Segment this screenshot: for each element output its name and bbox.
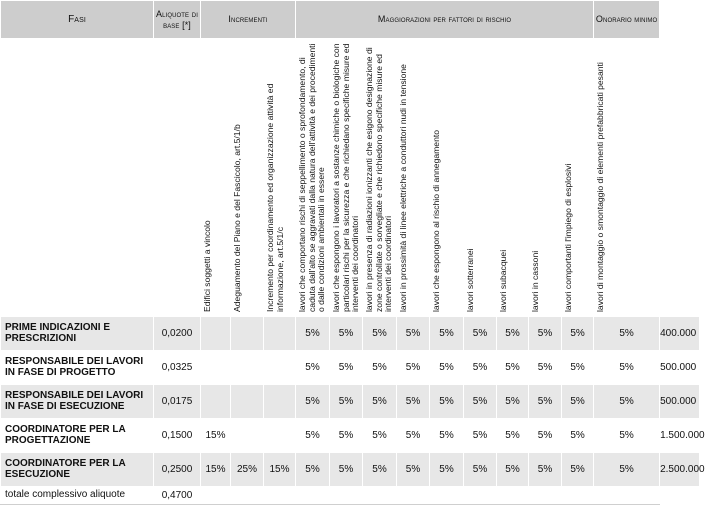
increment-cell: [231, 351, 264, 385]
risk-cell: 5%: [430, 317, 464, 351]
table-row: [1, 453, 700, 487]
onorario-value: 2.500.000: [660, 453, 700, 487]
risk-cell: 5%: [464, 351, 497, 385]
desc-empty-aliquote: [154, 39, 201, 317]
increment-cell: [231, 419, 264, 453]
increment-cell: [231, 385, 264, 419]
aliquota-value: 0,0325: [154, 351, 201, 385]
risk-cell: 5%: [464, 419, 497, 453]
header-row: [1, 1, 700, 39]
risk-cell: 5%: [397, 453, 430, 487]
risk-cell: 5%: [363, 419, 397, 453]
total-label: totale complessivo aliquote: [1, 487, 154, 505]
risk-cell: 5%: [497, 351, 529, 385]
risk-cell: 5%: [594, 385, 660, 419]
risk-cell: 5%: [296, 317, 330, 351]
onorario-value: 1.500.000: [660, 419, 700, 453]
column-header-radiazioni: lavori in presenza di radiazioni ionizzanti che esigono designazione di zone controllate o sorvegliate e che richiedono specifiche misure ed interventi dei coordinatori: [364, 47, 393, 312]
table-row: [1, 317, 700, 351]
total-value: 0,4700: [154, 487, 201, 505]
desc-col-1: [231, 39, 264, 317]
desc-col-0: [201, 39, 231, 317]
risk-cell: 5%: [464, 317, 497, 351]
increment-cell: [201, 385, 231, 419]
desc-col-5: [363, 39, 397, 317]
risk-cell: 5%: [296, 351, 330, 385]
risk-cell: 5%: [397, 317, 430, 351]
aliquota-value: 0,0175: [154, 385, 201, 419]
column-header-prefabbricati: lavori di montaggio o smontaggio di elementi prefabbricati pesanti: [595, 62, 606, 312]
risk-cell: 5%: [330, 317, 363, 351]
risk-cell: 5%: [497, 453, 529, 487]
column-header-cassoni: lavori in cassoni: [530, 250, 540, 312]
risk-cell: 5%: [397, 385, 430, 419]
column-header-coordinamento: Incremento per coordinamento ed organizzazione attività ed informazione, art.5/1/c: [265, 83, 285, 312]
risk-cell: 5%: [363, 453, 397, 487]
row-label: PRIME INDICAZIONI E PRESCRIZIONI: [1, 317, 154, 351]
risk-cell: 5%: [296, 385, 330, 419]
header-onorario: Onorario minimo: [594, 1, 660, 39]
row-label: RESPONSABILE DEI LAVORI IN FASE DI ESECUZIONE: [1, 385, 154, 419]
risk-cell: 5%: [497, 419, 529, 453]
aliquota-value: 0,1500: [154, 419, 201, 453]
increment-cell: 25%: [231, 453, 264, 487]
column-header-linee-elettriche: lavori in prossimità di linee elettriche a conduttori nudi in tensione: [398, 64, 408, 312]
risk-cell: 5%: [529, 385, 562, 419]
description-row: [1, 39, 700, 317]
row-label: RESPONSABILE DEI LAVORI IN FASE DI PROGETTO: [1, 351, 154, 385]
desc-col-7: [430, 39, 464, 317]
increment-cell: 15%: [201, 453, 231, 487]
increment-cell: [264, 317, 296, 351]
row-label: COORDINATORE PER LA ESECUZIONE: [1, 453, 154, 487]
column-header-sostanze-chimiche: lavori che espongono i lavoratori a sostanze chimiche o biologiche con particolari rischi per la sicurezza e che richiedano specifiche misure ed interventi dei coordinatori: [331, 43, 360, 312]
desc-col-6: [397, 39, 430, 317]
desc-col-10: [529, 39, 562, 317]
risk-cell: 5%: [363, 317, 397, 351]
risk-cell: 5%: [430, 385, 464, 419]
row-label: COORDINATORE PER LA PROGETTAZIONE: [1, 419, 154, 453]
increment-cell: [231, 317, 264, 351]
risk-cell: 5%: [497, 317, 529, 351]
risk-cell: 5%: [430, 419, 464, 453]
risk-cell: 5%: [529, 419, 562, 453]
onorario-value: 500.000: [660, 385, 700, 419]
risk-cell: 5%: [497, 385, 529, 419]
header-fasi: Fasi: [1, 1, 154, 39]
risk-cell: 5%: [562, 317, 594, 351]
total-empty: [201, 487, 660, 505]
desc-col-9: [497, 39, 529, 317]
desc-col-11: [562, 39, 594, 317]
risk-cell: 5%: [594, 453, 660, 487]
risk-cell: 5%: [397, 419, 430, 453]
increment-cell: [264, 351, 296, 385]
risk-cell: 5%: [296, 453, 330, 487]
column-header-annegamento: lavori che espongono al rischio di annegamento: [431, 129, 441, 312]
column-header-sotterranei: lavori sotterranei: [465, 248, 475, 312]
risk-cell: 5%: [430, 351, 464, 385]
risk-cell: 5%: [529, 453, 562, 487]
increment-cell: [264, 385, 296, 419]
risk-cell: 5%: [363, 351, 397, 385]
risk-cell: 5%: [330, 351, 363, 385]
column-header-seppellimento: lavori che comportano rischi di seppellimento o sprofondamento, di caduta dall'alto se aggravati dalla natura dell'attività e dei procedimenti o dalle condizioni ambientali in essere: [297, 43, 326, 312]
onorario-value: 400.000: [660, 317, 700, 351]
desc-col-4: [330, 39, 363, 317]
increment-cell: [264, 419, 296, 453]
risk-cell: 5%: [594, 317, 660, 351]
risk-cell: 5%: [562, 351, 594, 385]
risk-cell: 5%: [397, 351, 430, 385]
aliquota-value: 0,0200: [154, 317, 201, 351]
desc-col-12: [594, 39, 660, 317]
total-row: [1, 487, 700, 505]
risk-cell: 5%: [464, 453, 497, 487]
increment-cell: [201, 351, 231, 385]
risk-cell: 5%: [330, 419, 363, 453]
risk-cell: 5%: [363, 385, 397, 419]
risk-cell: 5%: [594, 351, 660, 385]
risk-cell: 5%: [529, 317, 562, 351]
desc-col-2: [264, 39, 296, 317]
header-aliquote: Aliquote di base [*]: [154, 1, 201, 39]
table-row: [1, 351, 700, 385]
risk-cell: 5%: [529, 351, 562, 385]
risk-cell: 5%: [562, 419, 594, 453]
column-header-adeguamento-piano: Adeguamento del Piano e del Fascicolo, art.5/1/b: [232, 124, 242, 312]
risk-cell: 5%: [296, 419, 330, 453]
increment-cell: 15%: [201, 419, 231, 453]
desc-col-8: [464, 39, 497, 317]
risk-cell: 5%: [594, 419, 660, 453]
desc-col-3: [296, 39, 330, 317]
column-header-subacquei: lavori subacquei: [498, 249, 508, 312]
desc-empty-fasi: [1, 39, 154, 317]
risk-cell: 5%: [330, 453, 363, 487]
header-maggiorazioni: Maggiorazioni per fattori di rischio: [296, 1, 594, 39]
increment-cell: 15%: [264, 453, 296, 487]
aliquota-value: 0,2500: [154, 453, 201, 487]
risk-cell: 5%: [464, 385, 497, 419]
column-header-esplosivi: lavori comportanti l'impiego di esplosivi: [563, 163, 573, 312]
risk-cell: 5%: [562, 385, 594, 419]
table-row: [1, 385, 700, 419]
header-incrementi: Incrementi: [201, 1, 296, 39]
risk-cell: 5%: [430, 453, 464, 487]
risk-cell: 5%: [562, 453, 594, 487]
risk-cell: 5%: [330, 385, 363, 419]
increment-cell: [201, 317, 231, 351]
column-header-edifici-vincolo: Edifici soggetti a vincolo: [202, 220, 212, 312]
table-row: [1, 419, 700, 453]
desc-empty-onorario: [660, 39, 700, 317]
onorario-value: 500.000: [660, 351, 700, 385]
